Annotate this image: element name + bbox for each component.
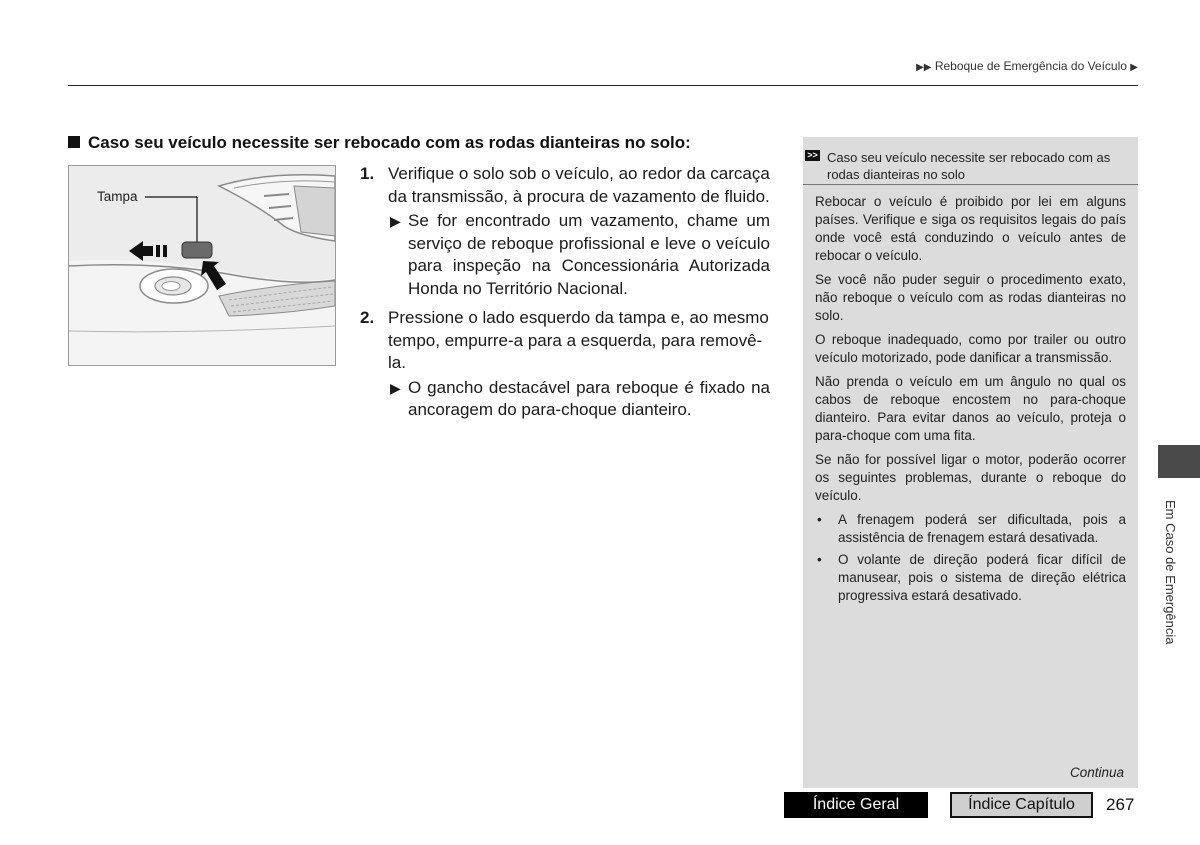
procedure-steps	[360, 163, 770, 422]
square-bullet-icon	[68, 136, 80, 148]
arrow-right-icon: ▶	[390, 379, 401, 396]
sidebar-body	[803, 185, 1138, 605]
sidebar-paragraph: O reboque inadequado, como por trailer ou outro veículo motorizado, pode danificar a transmissão.	[815, 332, 1126, 365]
step-1	[360, 163, 770, 300]
section-title: Caso seu veículo necessite ser rebocado com as rodas dianteiras no solo:	[88, 133, 691, 152]
bullet-icon: •	[817, 552, 822, 567]
sidebar-paragraph: Se você não puder seguir o procedimento exato, não reboque o veículo com as rodas dianteiras no solo.	[815, 272, 1126, 323]
page-number: 267	[1106, 795, 1135, 814]
step-number: 2.	[360, 308, 375, 327]
bullet-icon: •	[817, 512, 822, 527]
breadcrumb-text[interactable]: Reboque de Emergência do Veículo	[934, 59, 1127, 73]
chapter-tab-label: Em Caso de Emergência	[1163, 500, 1178, 645]
general-index-button[interactable]: Índice Geral	[784, 792, 928, 818]
sidebar-bullet-list	[815, 511, 1126, 605]
step-text: Verifique o solo sob o veículo, ao redor da carcaça da transmissão, à procura de vazamento de fluido.	[388, 164, 770, 206]
sidebar-paragraph: Rebocar o veículo é proibido por lei em alguns países. Verifique e siga os requisitos legais do país onde você está conduzindo o veículo antes de rebocar o veículo.	[815, 194, 1126, 263]
list-item	[815, 551, 1126, 605]
step-number: 1.	[360, 164, 375, 183]
double-arrow-icon: ▶▶	[916, 62, 932, 73]
sidebar-heading	[803, 137, 1138, 185]
header-divider	[68, 85, 1138, 86]
step-2	[360, 307, 770, 422]
chapter-tab[interactable]	[1158, 445, 1200, 478]
sidebar-paragraph: Não prenda o veículo em um ângulo no qual os cabos de reboque encostem no para-choque dianteiro. Para evitar danos ao veículo, proteja o para-choque com uma fita.	[815, 374, 1126, 443]
sidebar-heading-text: Caso seu veículo necessite ser rebocado com as rodas dianteiras no solo	[827, 150, 1111, 182]
chapter-index-button[interactable]: Índice Capítulo	[950, 792, 1093, 818]
arrow-right-icon: ▶	[1130, 62, 1138, 73]
step-note-text: O gancho destacável para reboque é fixado na ancoragem do para-choque dianteiro.	[408, 377, 770, 419]
arrow-right-icon: ▶	[390, 213, 401, 229]
step-text: Pressione o lado esquerdo da tampa e, ao mesmo tempo, empurre-a para a esquerda, para removê-la.	[388, 308, 769, 372]
section-heading	[68, 133, 691, 153]
sidebar-paragraph: Se não for possível ligar o motor, poderão ocorrer os seguintes problemas, durante o reboque do veículo.	[815, 452, 1126, 503]
step-note-text: Se for encontrado um vazamento, chame um serviço de reboque profissional e leve o veículo para inspeção na Concessionária Autorizada Honda no Território Nacional.	[408, 211, 770, 298]
double-chevron-icon: >>	[805, 150, 820, 161]
continue-label: Continua	[1069, 765, 1124, 780]
breadcrumb	[916, 59, 1138, 73]
tampa-label: Tampa	[97, 189, 138, 204]
list-item-text: O volante de direção poderá ficar difícil de manusear, pois o sistema de direção elétrica progressiva estará desativado.	[838, 552, 1126, 603]
step-note	[388, 210, 770, 300]
list-item-text: A frenagem poderá ser dificultada, pois a assistência de frenagem estará desativada.	[838, 512, 1126, 545]
bumper-illustration	[68, 165, 336, 366]
step-note	[388, 377, 770, 422]
list-item	[815, 511, 1126, 547]
notes-sidebar	[803, 137, 1138, 788]
